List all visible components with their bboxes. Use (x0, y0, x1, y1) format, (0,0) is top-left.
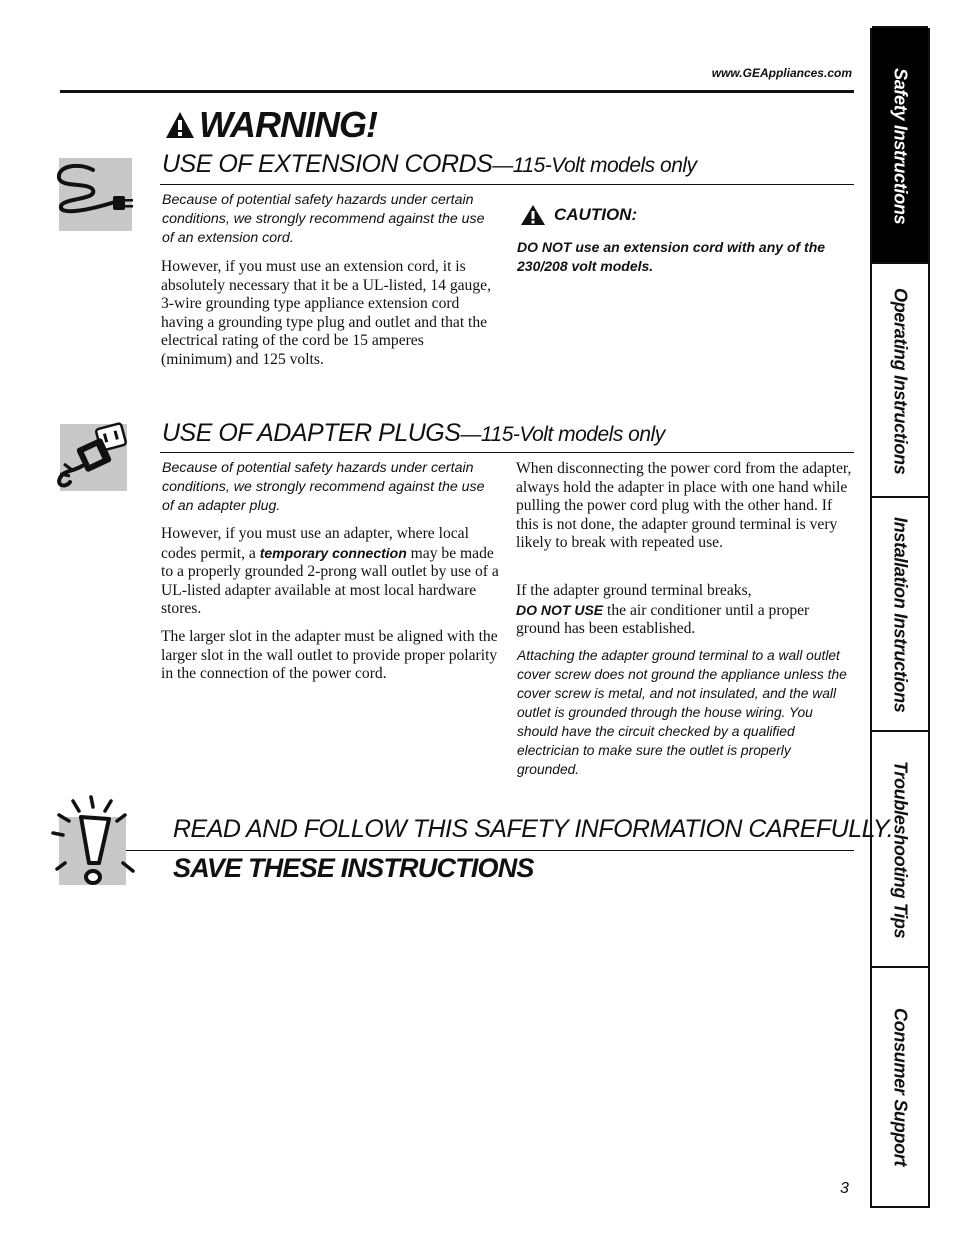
tab-troubleshooting-tips[interactable] (872, 730, 928, 968)
caution-triangle-icon (520, 204, 546, 226)
save-instructions-heading: SAVE THESE INSTRUCTIONS (173, 853, 534, 883)
tab-label: Installation Instructions (890, 517, 911, 713)
adapter-r2-end: the air conditioner until a proper ground has been established. (516, 601, 810, 638)
adapter-plugs-subtitle: —115-Volt models only (460, 423, 665, 446)
adapter-plugs-heading (162, 419, 665, 448)
adapter-p1-end: may be made to a properly grounded 2-prong wall outlet by use of a UL-listed adapter available at most local hardware stores. (161, 544, 499, 618)
adapter-paragraph-1 (161, 525, 501, 619)
exclamation-icon (59, 817, 126, 885)
caution-title: CAUTION: (554, 205, 638, 224)
website-url: www.GEAppliances.com (711, 66, 852, 80)
extension-rule (160, 184, 854, 185)
adapter-rule (160, 452, 854, 453)
tab-consumer-support[interactable] (872, 966, 928, 1206)
do-not-use-emphasis: DO NOT USE (516, 601, 604, 618)
extension-cords-subtitle: —115-Volt models only (492, 154, 697, 177)
adapter-paragraph-2: The larger slot in the adapter must be aligned with the larger slot in the wall outlet to provide proper polarity in the connection of the power cord. (161, 628, 498, 683)
adapter-r2-start: If the adapter ground terminal breaks, (516, 582, 752, 599)
extension-cords-title: USE OF EXTENSION CORDS (162, 150, 493, 178)
adapter-right-paragraph-1: When disconnecting the power cord from the adapter, always hold the adapter in place with one hand while pulling the power cord plug with the other hand. If this is not done, the adapter ground terminal is very likely to break with repeated use. (516, 460, 852, 552)
read-follow-heading: READ AND FOLLOW THIS SAFETY INFORMATION CAREFULLY. (173, 815, 894, 843)
tab-label: Safety Instructions (890, 67, 911, 225)
page-number: 3 (840, 1180, 849, 1197)
tab-operating-instructions[interactable] (872, 262, 928, 498)
warning-triangle-icon (165, 111, 195, 139)
adapter-plug-icon (60, 424, 127, 491)
tab-label: Operating Instructions (890, 287, 911, 475)
warning-title: WARNING! (199, 104, 377, 145)
adapter-p1-start: However, if you must use an adapter, where local codes permit, a (161, 525, 469, 562)
tab-label: Troubleshooting Tips (890, 761, 911, 939)
final-rule (126, 850, 854, 851)
warning-heading (165, 104, 377, 146)
adapter-right-paragraph-2 (516, 582, 854, 639)
tab-safety-instructions[interactable] (872, 26, 928, 264)
extension-cord-icon (59, 158, 132, 231)
adapter-intro: Because of potential safety hazards under certain conditions, we strongly recommend against the use of an adapter plug. (162, 460, 485, 514)
tab-label: Consumer Support (890, 1007, 911, 1167)
adapter-plugs-title: USE OF ADAPTER PLUGS (162, 419, 461, 447)
temporary-connection-emphasis: temporary connection (259, 544, 407, 561)
tab-installation-instructions[interactable] (872, 496, 928, 732)
extension-body: However, if you must use an extension cord, it is absolutely necessary that it be a UL-listed, 14 gauge, 3-wire grounding type appliance extension cord having a grounding type plug and outlet and that the electrical rating of the cord be 15 amperes (minimum) and 125 volts. (161, 258, 491, 368)
adapter-right-paragraph-3: Attaching the adapter ground terminal to a wall outlet cover screw does not ground the appliance unless the cover screw is metal, and not insulated, and the wall outlet is grounded through the house wiring. You should have the circuit checked by a qualified electrician to make sure the outlet is properly grounded. (517, 648, 847, 777)
header-rule (60, 90, 854, 93)
extension-cords-heading (162, 150, 697, 179)
extension-intro: Because of potential safety hazards under certain conditions, we strongly recommend against the use of an extension cord. (162, 192, 485, 246)
caution-heading (520, 204, 637, 226)
section-tabs (870, 28, 930, 1208)
caution-text: DO NOT use an extension cord with any of the 230/208 volt models. (517, 239, 826, 274)
